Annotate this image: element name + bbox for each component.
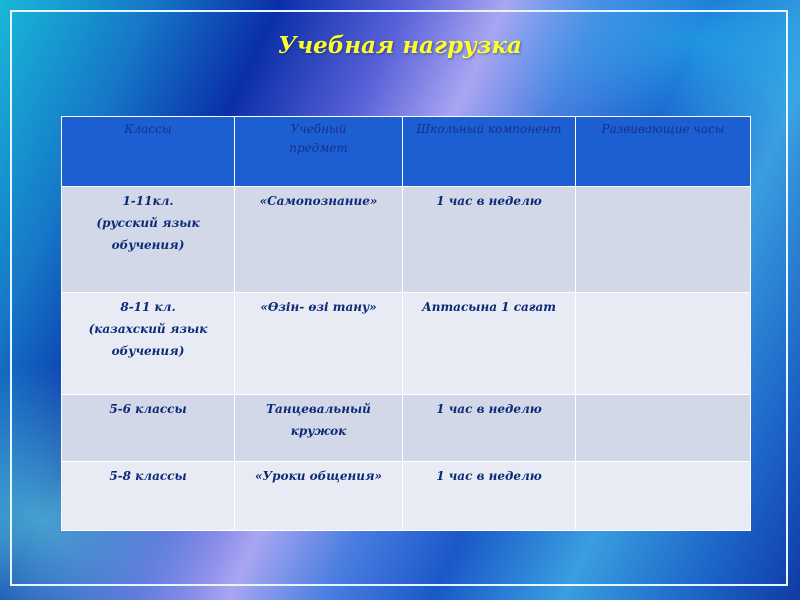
header-school-component: Школьный компонент [403, 117, 576, 187]
cell-component: 1 час в неделю [403, 394, 576, 461]
cell-extra [576, 461, 751, 530]
table-row [62, 394, 751, 461]
cell-classes-line: (казахский язык [88, 321, 208, 336]
cell-classes [62, 461, 235, 530]
header-developing-hours: Развивающие часы [576, 117, 751, 187]
cell-classes-line: (русский язык [96, 216, 200, 230]
header-subject-line-1: Учебный [290, 122, 347, 136]
cell-classes-line: 1-11кл. [122, 194, 174, 208]
cell-classes-line: обучения) [111, 238, 185, 252]
cell-classes [62, 394, 235, 461]
cell-classes-line: 8-11 кл. [120, 299, 176, 314]
header-subject [235, 117, 403, 187]
cell-subject: Танцевальный кружок [235, 394, 403, 461]
slide-title: Учебная нагрузка [278, 32, 522, 59]
cell-classes-line: 5-8 классы [109, 468, 187, 483]
cell-extra [576, 394, 751, 461]
cell-subject: «Самопознание» [235, 187, 403, 293]
header-subject-line-2: предмет [289, 141, 348, 155]
table-row [62, 461, 751, 530]
cell-subject: «Уроки общения» [235, 461, 403, 530]
cell-classes-line: 5-6 классы [109, 401, 187, 416]
study-load-table [61, 116, 751, 531]
cell-component: 1 час в неделю [403, 461, 576, 530]
header-classes: Классы [62, 117, 235, 187]
cell-component: 1 час в неделю [403, 187, 576, 293]
cell-component: Аптасына 1 сағат [403, 292, 576, 394]
cell-subject: «Өзін- өзі тану» [235, 292, 403, 394]
table-row [62, 292, 751, 394]
cell-classes [62, 292, 235, 394]
cell-extra [576, 292, 751, 394]
table-row [62, 187, 751, 293]
cell-classes-line: обучения) [111, 343, 185, 358]
cell-classes [62, 187, 235, 293]
table-header-row [62, 117, 751, 187]
cell-extra [576, 187, 751, 293]
